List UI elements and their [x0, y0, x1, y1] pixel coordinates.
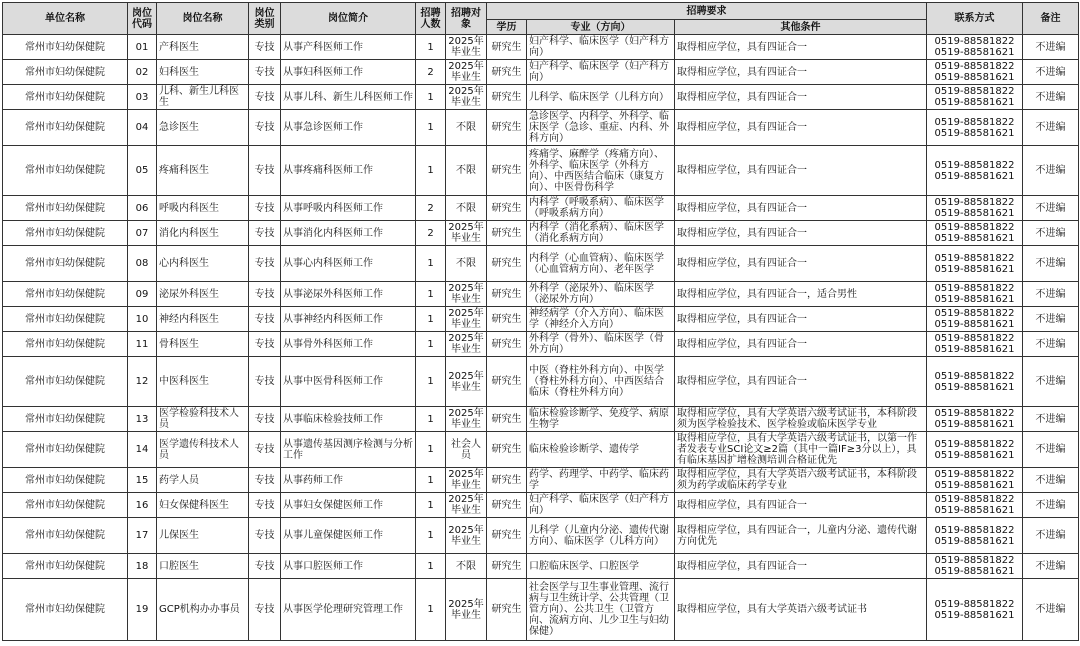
- cell-contact: [927, 60, 1023, 85]
- cell-unit: 常州市妇幼保健院: [3, 196, 128, 221]
- cell-code: 01: [128, 35, 157, 60]
- cell-position-name: 骨科医生: [157, 332, 249, 357]
- cell-contact: [927, 332, 1023, 357]
- table-row: [3, 196, 1079, 221]
- phone-number: 0519-88581822: [934, 308, 1015, 319]
- phone-number: 0519-88581822: [934, 116, 1015, 128]
- cell-unit: 常州市妇幼保健院: [3, 60, 128, 85]
- phone-number: 0519-88581822: [934, 197, 1015, 208]
- cell-position-name: 心内科医生: [157, 246, 249, 282]
- cell-unit: 常州市妇幼保健院: [3, 221, 128, 246]
- cell-note: 不进编: [1023, 110, 1079, 146]
- cell-position-name: 疼痛科医生: [157, 146, 249, 196]
- table-row: [3, 468, 1079, 493]
- cell-contact: [927, 407, 1023, 432]
- table-row: [3, 60, 1079, 85]
- phone-number: 0519-88581621: [934, 344, 1015, 355]
- cell-count: 1: [416, 432, 446, 468]
- table-row: [3, 246, 1079, 282]
- cell-intro: 从事临床检验技师工作: [281, 407, 416, 432]
- cell-education: 研究生: [487, 407, 527, 432]
- cell-unit: 常州市妇幼保健院: [3, 493, 128, 518]
- cell-code: 13: [128, 407, 157, 432]
- cell-major: 急诊医学、内科学、外科学、临床医学（急诊、重症、内科、外科方向）: [527, 110, 675, 146]
- cell-target: 不限: [446, 554, 487, 579]
- cell-intro: 从事医学伦理研究管理工作: [281, 579, 416, 641]
- cell-contact: [927, 282, 1023, 307]
- cell-category: 专技: [249, 357, 281, 407]
- cell-count: 2: [416, 196, 446, 221]
- cell-major: 儿科学（儿童内分泌、遗传代谢方向）、临床医学（儿科方向）: [527, 518, 675, 554]
- cell-target: 2025年毕业生: [446, 332, 487, 357]
- cell-unit: 常州市妇幼保健院: [3, 246, 128, 282]
- cell-unit: 常州市妇幼保健院: [3, 110, 128, 146]
- table-row: [3, 307, 1079, 332]
- cell-major: 社会医学与卫生事业管理、流行病与卫生统计学、公共管理（卫管方向）、公共卫生（卫管方向、流病方向、儿少卫生与妇幼保健）: [527, 579, 675, 641]
- cell-code: 18: [128, 554, 157, 579]
- phone-number: 0519-88581822: [934, 61, 1015, 72]
- cell-position-name: 药学人员: [157, 468, 249, 493]
- cell-note: 不进编: [1023, 85, 1079, 110]
- cell-education: 研究生: [487, 493, 527, 518]
- cell-unit: 常州市妇幼保健院: [3, 85, 128, 110]
- cell-unit: 常州市妇幼保健院: [3, 518, 128, 554]
- cell-category: 专技: [249, 282, 281, 307]
- cell-position-name: 急诊医生: [157, 110, 249, 146]
- cell-code: 19: [128, 579, 157, 641]
- cell-other-conditions: 取得相应学位，具有大学英语六级考试证书，以第一作者发表专业SCI论文≥2篇（其中一篇IF≥3分以上），具有临床基因扩增检测培训合格证优先: [675, 432, 927, 468]
- cell-category: 专技: [249, 307, 281, 332]
- cell-intro: 从事骨外科医师工作: [281, 332, 416, 357]
- phone-number: 0519-88581822: [934, 598, 1015, 610]
- cell-intro: 从事急诊医师工作: [281, 110, 416, 146]
- cell-position-name: 医学遗传科技术人员: [157, 432, 249, 468]
- header-major: 专业（方向）: [527, 20, 675, 35]
- cell-target: 2025年毕业生: [446, 85, 487, 110]
- phone-number: 0519-88581621: [934, 449, 1015, 461]
- cell-target: 2025年毕业生: [446, 282, 487, 307]
- phone-number: 0519-88581621: [934, 480, 1015, 491]
- cell-other-conditions: 取得相应学位，具有四证合一: [675, 357, 927, 407]
- cell-note: 不进编: [1023, 554, 1079, 579]
- phone-number: 0519-88581621: [934, 381, 1015, 393]
- table-row: [3, 35, 1079, 60]
- cell-education: 研究生: [487, 221, 527, 246]
- cell-other-conditions: 取得相应学位，具有四证合一: [675, 196, 927, 221]
- cell-note: 不进编: [1023, 282, 1079, 307]
- cell-count: 1: [416, 332, 446, 357]
- cell-intro: 从事中医骨科医师工作: [281, 357, 416, 407]
- cell-target: 2025年毕业生: [446, 407, 487, 432]
- cell-position-name: 中医科医生: [157, 357, 249, 407]
- cell-major: 临床检验诊断学、遗传学: [527, 432, 675, 468]
- phone-number: 0519-88581822: [934, 252, 1015, 264]
- cell-other-conditions: 取得相应学位，具有四证合一: [675, 554, 927, 579]
- table-row: [3, 221, 1079, 246]
- cell-unit: 常州市妇幼保健院: [3, 282, 128, 307]
- table-row: [3, 554, 1079, 579]
- cell-note: 不进编: [1023, 221, 1079, 246]
- cell-category: 专技: [249, 332, 281, 357]
- cell-category: 专技: [249, 432, 281, 468]
- header-unit: 单位名称: [3, 3, 128, 35]
- cell-category: 专技: [249, 407, 281, 432]
- cell-category: 专技: [249, 196, 281, 221]
- cell-count: 1: [416, 35, 446, 60]
- cell-other-conditions: 取得相应学位，具有四证合一: [675, 35, 927, 60]
- cell-category: 专技: [249, 110, 281, 146]
- header-code: 岗位代码: [128, 3, 157, 35]
- cell-count: 1: [416, 85, 446, 110]
- cell-code: 15: [128, 468, 157, 493]
- cell-target: 2025年毕业生: [446, 579, 487, 641]
- cell-intro: 从事妇科医师工作: [281, 60, 416, 85]
- cell-code: 10: [128, 307, 157, 332]
- phone-number: 0519-88581822: [934, 555, 1015, 566]
- cell-count: 1: [416, 110, 446, 146]
- table-row: [3, 432, 1079, 468]
- cell-category: 专技: [249, 579, 281, 641]
- cell-unit: 常州市妇幼保健院: [3, 554, 128, 579]
- cell-note: 不进编: [1023, 518, 1079, 554]
- cell-category: 专技: [249, 246, 281, 282]
- cell-position-name: 妇女保健科医生: [157, 493, 249, 518]
- phone-number: 0519-88581822: [934, 222, 1015, 233]
- cell-education: 研究生: [487, 60, 527, 85]
- table-row: [3, 110, 1079, 146]
- cell-count: 2: [416, 221, 446, 246]
- cell-count: 1: [416, 554, 446, 579]
- cell-unit: 常州市妇幼保健院: [3, 332, 128, 357]
- cell-other-conditions: 取得相应学位，具有四证合一: [675, 85, 927, 110]
- cell-education: 研究生: [487, 196, 527, 221]
- cell-other-conditions: 取得相应学位，具有四证合一: [675, 60, 927, 85]
- cell-code: 17: [128, 518, 157, 554]
- cell-target: 2025年毕业生: [446, 357, 487, 407]
- phone-number: 0519-88581621: [934, 233, 1015, 244]
- cell-count: 1: [416, 493, 446, 518]
- cell-code: 04: [128, 110, 157, 146]
- header-note: 备注: [1023, 3, 1079, 35]
- cell-note: 不进编: [1023, 432, 1079, 468]
- cell-education: 研究生: [487, 579, 527, 641]
- cell-position-name: 妇科医生: [157, 60, 249, 85]
- cell-education: 研究生: [487, 85, 527, 110]
- table-row: [3, 332, 1079, 357]
- cell-other-conditions: 取得相应学位，具有四证合一，适合男性: [675, 282, 927, 307]
- cell-contact: [927, 246, 1023, 282]
- cell-contact: [927, 357, 1023, 407]
- cell-position-name: 神经内科医生: [157, 307, 249, 332]
- phone-number: 0519-88581621: [934, 535, 1015, 547]
- cell-note: 不进编: [1023, 196, 1079, 221]
- cell-contact: [927, 432, 1023, 468]
- table-row: [3, 282, 1079, 307]
- phone-number: 0519-88581621: [934, 170, 1015, 182]
- cell-note: 不进编: [1023, 579, 1079, 641]
- cell-major: 内科学（呼吸系病）、临床医学（呼吸系病方向）: [527, 196, 675, 221]
- cell-target: 社会人员: [446, 432, 487, 468]
- cell-intro: 从事遗传基因测序检测与分析工作: [281, 432, 416, 468]
- cell-note: 不进编: [1023, 307, 1079, 332]
- cell-major: 儿科学、临床医学（儿科方向）: [527, 85, 675, 110]
- cell-other-conditions: 取得相应学位，具有四证合一: [675, 246, 927, 282]
- cell-code: 09: [128, 282, 157, 307]
- cell-code: 03: [128, 85, 157, 110]
- phone-number: 0519-88581621: [934, 127, 1015, 139]
- cell-count: 1: [416, 307, 446, 332]
- cell-intro: 从事儿童保健医师工作: [281, 518, 416, 554]
- cell-education: 研究生: [487, 307, 527, 332]
- phone-number: 0519-88581822: [934, 494, 1015, 505]
- cell-target: 2025年毕业生: [446, 221, 487, 246]
- phone-number: 0519-88581621: [934, 263, 1015, 275]
- cell-code: 05: [128, 146, 157, 196]
- cell-code: 12: [128, 357, 157, 407]
- cell-category: 专技: [249, 468, 281, 493]
- cell-intro: 从事泌尿外科医师工作: [281, 282, 416, 307]
- cell-other-conditions: 取得相应学位，具有大学英语六级考试证书，本科阶段须为药学或临床药学专业: [675, 468, 927, 493]
- phone-number: 0519-88581621: [934, 208, 1015, 219]
- cell-contact: [927, 518, 1023, 554]
- phone-number: 0519-88581621: [934, 319, 1015, 330]
- cell-unit: 常州市妇幼保健院: [3, 35, 128, 60]
- cell-unit: 常州市妇幼保健院: [3, 357, 128, 407]
- cell-category: 专技: [249, 146, 281, 196]
- table-row: [3, 579, 1079, 641]
- phone-number: 0519-88581621: [934, 419, 1015, 430]
- cell-category: 专技: [249, 85, 281, 110]
- cell-position-name: 儿科、新生儿科医生: [157, 85, 249, 110]
- cell-education: 研究生: [487, 332, 527, 357]
- cell-unit: 常州市妇幼保健院: [3, 307, 128, 332]
- phone-number: 0519-88581822: [934, 159, 1015, 171]
- phone-number: 0519-88581621: [934, 72, 1015, 83]
- cell-unit: 常州市妇幼保健院: [3, 407, 128, 432]
- cell-target: 2025年毕业生: [446, 60, 487, 85]
- header-intro: 岗位简介: [281, 3, 416, 35]
- cell-contact: [927, 493, 1023, 518]
- cell-contact: [927, 468, 1023, 493]
- cell-other-conditions: 取得相应学位，具有四证合一: [675, 493, 927, 518]
- cell-major: 神经病学（介入方向）、临床医学（神经介入方向）: [527, 307, 675, 332]
- cell-count: 1: [416, 357, 446, 407]
- recruitment-table: [2, 2, 1079, 641]
- cell-code: 14: [128, 432, 157, 468]
- header-type: 岗位类别: [249, 3, 281, 35]
- cell-category: 专技: [249, 493, 281, 518]
- cell-education: 研究生: [487, 518, 527, 554]
- cell-education: 研究生: [487, 432, 527, 468]
- cell-intro: 从事口腔医师工作: [281, 554, 416, 579]
- cell-position-name: 消化内科医生: [157, 221, 249, 246]
- cell-note: 不进编: [1023, 246, 1079, 282]
- cell-major: 口腔临床医学、口腔医学: [527, 554, 675, 579]
- cell-education: 研究生: [487, 35, 527, 60]
- cell-note: 不进编: [1023, 146, 1079, 196]
- cell-intro: 从事消化内科医师工作: [281, 221, 416, 246]
- cell-position-name: 呼吸内科医生: [157, 196, 249, 221]
- phone-number: 0519-88581822: [934, 524, 1015, 536]
- cell-count: 1: [416, 146, 446, 196]
- header-target: 招聘对象: [446, 3, 487, 35]
- cell-intro: 从事神经内科医师工作: [281, 307, 416, 332]
- cell-note: 不进编: [1023, 468, 1079, 493]
- cell-contact: [927, 146, 1023, 196]
- phone-number: 0519-88581822: [934, 370, 1015, 382]
- cell-count: 2: [416, 60, 446, 85]
- cell-count: 1: [416, 468, 446, 493]
- phone-number: 0519-88581822: [934, 36, 1015, 47]
- cell-note: 不进编: [1023, 60, 1079, 85]
- cell-intro: 从事产科医师工作: [281, 35, 416, 60]
- cell-note: 不进编: [1023, 332, 1079, 357]
- cell-major: 内科学（心血管病）、临床医学（心血管病方向）、老年医学: [527, 246, 675, 282]
- phone-number: 0519-88581822: [934, 86, 1015, 97]
- cell-education: 研究生: [487, 282, 527, 307]
- phone-number: 0519-88581822: [934, 469, 1015, 480]
- cell-code: 08: [128, 246, 157, 282]
- cell-major: 内科学（消化系病）、临床医学（消化系病方向）: [527, 221, 675, 246]
- cell-major: 疼痛学、麻醉学（疼痛方向）、外科学、临床医学（外科方向）、中西医结合临床（康复方向）、中医骨伤科学: [527, 146, 675, 196]
- cell-category: 专技: [249, 221, 281, 246]
- phone-number: 0519-88581822: [934, 333, 1015, 344]
- cell-target: 不限: [446, 110, 487, 146]
- header-other-conditions: 其他条件: [675, 20, 927, 35]
- cell-education: 研究生: [487, 146, 527, 196]
- cell-note: 不进编: [1023, 35, 1079, 60]
- cell-contact: [927, 35, 1023, 60]
- cell-target: 不限: [446, 146, 487, 196]
- cell-contact: [927, 554, 1023, 579]
- cell-other-conditions: 取得相应学位，具有四证合一: [675, 146, 927, 196]
- cell-category: 专技: [249, 554, 281, 579]
- cell-major: 外科学（泌尿外）、临床医学（泌尿外方向）: [527, 282, 675, 307]
- cell-unit: 常州市妇幼保健院: [3, 432, 128, 468]
- cell-contact: [927, 110, 1023, 146]
- phone-number: 0519-88581621: [934, 566, 1015, 577]
- cell-contact: [927, 221, 1023, 246]
- header-requirements: 招聘要求: [487, 3, 927, 20]
- cell-count: 1: [416, 282, 446, 307]
- cell-education: 研究生: [487, 110, 527, 146]
- table-row: [3, 518, 1079, 554]
- cell-target: 不限: [446, 246, 487, 282]
- cell-count: 1: [416, 246, 446, 282]
- table-row: [3, 493, 1079, 518]
- cell-count: 1: [416, 518, 446, 554]
- phone-number: 0519-88581621: [934, 294, 1015, 305]
- cell-category: 专技: [249, 60, 281, 85]
- phone-number: 0519-88581621: [934, 47, 1015, 58]
- cell-major: 妇产科学、临床医学（妇产科方向）: [527, 35, 675, 60]
- cell-target: 2025年毕业生: [446, 518, 487, 554]
- cell-other-conditions: 取得相应学位，具有大学英语六级考试证书: [675, 579, 927, 641]
- cell-unit: 常州市妇幼保健院: [3, 579, 128, 641]
- cell-other-conditions: 取得相应学位，具有四证合一: [675, 110, 927, 146]
- cell-major: 临床检验诊断学、免疫学、病原生物学: [527, 407, 675, 432]
- cell-note: 不进编: [1023, 407, 1079, 432]
- cell-code: 16: [128, 493, 157, 518]
- cell-count: 1: [416, 579, 446, 641]
- cell-code: 02: [128, 60, 157, 85]
- cell-count: 1: [416, 407, 446, 432]
- cell-major: 药学、药理学、中药学、临床药学: [527, 468, 675, 493]
- cell-other-conditions: 取得相应学位，具有四证合一: [675, 332, 927, 357]
- cell-position-name: 儿保医生: [157, 518, 249, 554]
- cell-education: 研究生: [487, 554, 527, 579]
- cell-education: 研究生: [487, 468, 527, 493]
- cell-target: 2025年毕业生: [446, 493, 487, 518]
- cell-code: 11: [128, 332, 157, 357]
- cell-intro: 从事妇女保健医师工作: [281, 493, 416, 518]
- cell-major: 妇产科学、临床医学（妇产科方向）: [527, 60, 675, 85]
- phone-number: 0519-88581822: [934, 408, 1015, 419]
- phone-number: 0519-88581621: [934, 97, 1015, 108]
- cell-education: 研究生: [487, 246, 527, 282]
- cell-target: 2025年毕业生: [446, 35, 487, 60]
- cell-note: 不进编: [1023, 357, 1079, 407]
- cell-target: 2025年毕业生: [446, 468, 487, 493]
- cell-major: 外科学（骨外）、临床医学（骨外方向）: [527, 332, 675, 357]
- cell-target: 不限: [446, 196, 487, 221]
- cell-position-name: 口腔医生: [157, 554, 249, 579]
- cell-position-name: 产科医生: [157, 35, 249, 60]
- cell-intro: 从事疼痛科医师工作: [281, 146, 416, 196]
- cell-position-name: 泌尿外科医生: [157, 282, 249, 307]
- cell-major: 妇产科学、临床医学（妇产科方向）: [527, 493, 675, 518]
- table-row: [3, 146, 1079, 196]
- cell-major: 中医（脊柱外科方向）、中医学（脊柱外科方向）、中西医结合临床（脊柱外科方向）: [527, 357, 675, 407]
- cell-intro: 从事儿科、新生儿科医师工作: [281, 85, 416, 110]
- cell-intro: 从事心内科医师工作: [281, 246, 416, 282]
- cell-intro: 从事药师工作: [281, 468, 416, 493]
- table-row: [3, 407, 1079, 432]
- cell-other-conditions: 取得相应学位，具有四证合一: [675, 221, 927, 246]
- phone-number: 0519-88581822: [934, 283, 1015, 294]
- header-contact: 联系方式: [927, 3, 1023, 35]
- header-name: 岗位名称: [157, 3, 249, 35]
- cell-position-name: GCP机构办办事员: [157, 579, 249, 641]
- cell-code: 07: [128, 221, 157, 246]
- phone-number: 0519-88581621: [934, 505, 1015, 516]
- cell-contact: [927, 85, 1023, 110]
- phone-number: 0519-88581621: [934, 609, 1015, 621]
- cell-code: 06: [128, 196, 157, 221]
- cell-target: 2025年毕业生: [446, 307, 487, 332]
- table-row: [3, 357, 1079, 407]
- header-count: 招聘人数: [416, 3, 446, 35]
- cell-category: 专技: [249, 518, 281, 554]
- cell-unit: 常州市妇幼保健院: [3, 468, 128, 493]
- header-education: 学历: [487, 20, 527, 35]
- cell-contact: [927, 579, 1023, 641]
- cell-unit: 常州市妇幼保健院: [3, 146, 128, 196]
- table-row: [3, 85, 1079, 110]
- cell-other-conditions: 取得相应学位，具有四证合一: [675, 307, 927, 332]
- cell-contact: [927, 307, 1023, 332]
- cell-note: 不进编: [1023, 493, 1079, 518]
- phone-number: 0519-88581822: [934, 438, 1015, 450]
- cell-contact: [927, 196, 1023, 221]
- cell-other-conditions: 取得相应学位，具有四证合一，儿童内分泌、遗传代谢方向优先: [675, 518, 927, 554]
- cell-intro: 从事呼吸内科医师工作: [281, 196, 416, 221]
- cell-position-name: 医学检验科技术人员: [157, 407, 249, 432]
- cell-category: 专技: [249, 35, 281, 60]
- cell-other-conditions: 取得相应学位，具有大学英语六级考试证书，本科阶段须为医学检验技术、医学检验或临床医学专业: [675, 407, 927, 432]
- cell-education: 研究生: [487, 357, 527, 407]
